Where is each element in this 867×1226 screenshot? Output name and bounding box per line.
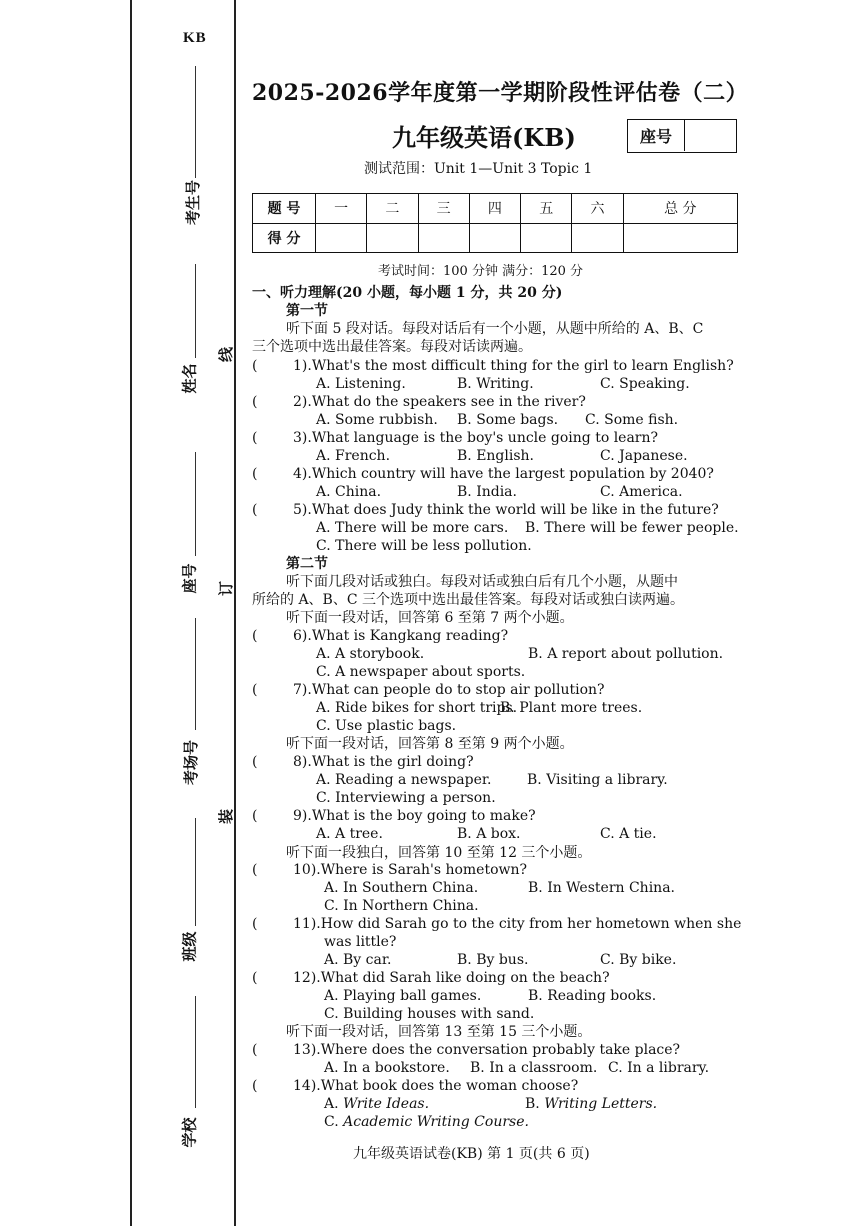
option-a: A. Ride bikes for short trips. (316, 700, 518, 716)
question-number: 7 (293, 682, 302, 698)
question-number: 6 (293, 628, 302, 644)
exam-room-label: 考场号 (182, 739, 201, 786)
score-table (252, 193, 738, 253)
question-number: 4 (293, 466, 302, 482)
question-number: 13 (293, 1042, 311, 1058)
question-3 (293, 430, 658, 447)
instruction: 听下面一段独白，回答第 10 至第 12 三个小题。 (286, 845, 592, 861)
question-text: What book does the woman choose? (320, 1078, 579, 1094)
question-number-close: ). (301, 466, 312, 482)
seat-label: 座号 (180, 563, 199, 594)
option-b: B. A report about pollution. (528, 646, 724, 662)
option-b: B. In a classroom. (470, 1060, 598, 1076)
question-text: What is the boy going to make? (311, 808, 536, 824)
question-text: What does Judy think the world will be like in the future? (311, 502, 719, 518)
question-number-close: ). (301, 682, 312, 698)
option-c: C. Japanese. (600, 448, 688, 464)
option-b: B. Plant more trees. (500, 700, 643, 716)
option-c: C. There will be less pollution. (316, 538, 532, 554)
question-number: 2 (293, 394, 302, 410)
option-a: A. There will be more cars. (316, 520, 509, 536)
question-number-close: ). (301, 430, 312, 446)
question-number-close: ). (301, 808, 312, 824)
option-a: A. A storybook. (316, 646, 425, 662)
question-number-close: ). (310, 862, 321, 878)
question-text: What's the most difficult thing for the girl to learn English? (311, 358, 734, 374)
option-a: A. Reading a newspaper. (316, 772, 492, 788)
score-header-cell: 五 (521, 194, 572, 224)
score-cell[interactable] (469, 223, 520, 253)
score-cell[interactable] (418, 223, 469, 253)
score-cell[interactable] (623, 223, 737, 253)
answer-bracket[interactable]: ( (252, 1078, 258, 1094)
binding-mark-line: 线 (217, 346, 236, 363)
question-14 (293, 1078, 578, 1095)
option-b: B. A box. (457, 826, 521, 842)
binding-line-inner (234, 0, 236, 1226)
answer-bracket[interactable]: ( (252, 502, 258, 518)
option-c: C. In Northern China. (324, 898, 479, 914)
exam-room-field[interactable] (195, 618, 196, 730)
question-number-close: ). (301, 394, 312, 410)
score-cell[interactable] (521, 223, 572, 253)
seat-number-label: 座号 (628, 120, 685, 151)
question-number-close: ). (310, 970, 321, 986)
question-text: What did Sarah like doing on the beach? (320, 970, 610, 986)
question-9 (293, 808, 536, 825)
question-text-continued: was little? (324, 934, 397, 950)
question-number: 10 (293, 862, 311, 878)
option-b: B. In Western China. (528, 880, 675, 896)
page-footer: 九年级英语试卷(KB) 第 1 页(共 6 页) (353, 1146, 590, 1162)
option-b: B. English. (457, 448, 534, 464)
question-text: Where does the conversation probably take place? (320, 1042, 681, 1058)
option-b: B. Visiting a library. (527, 772, 668, 788)
answer-bracket[interactable]: ( (252, 358, 258, 374)
answer-bracket[interactable]: ( (252, 1042, 258, 1058)
option-c: C. Use plastic bags. (316, 718, 457, 734)
option-b: B. By bus. (457, 952, 529, 968)
option-c: C. Building houses with sand. (324, 1006, 535, 1022)
option-c: C. By bike. (600, 952, 677, 968)
name-field[interactable] (195, 264, 196, 358)
answer-bracket[interactable]: ( (252, 466, 258, 482)
question-number: 14 (293, 1078, 311, 1094)
question-text: Where is Sarah's hometown? (320, 862, 528, 878)
part-heading: 第二节 (286, 556, 328, 572)
binding-line-outer (130, 0, 132, 1226)
instruction: 所给的 A、B、C 三个选项中选出最佳答案。每段对话或独白读两遍。 (252, 592, 685, 608)
seat-field[interactable] (195, 452, 196, 556)
option-c: C. Some fish. (585, 412, 679, 428)
question-text: Which country will have the largest population by 2040? (311, 466, 714, 482)
score-header-cell: 题 号 (253, 194, 316, 224)
answer-bracket[interactable]: ( (252, 394, 258, 410)
option-c: C. A newspaper about sports. (316, 664, 526, 680)
score-header-cell: 六 (572, 194, 623, 224)
instruction: 听下面一段对话，回答第 13 至第 15 三个小题。 (286, 1024, 592, 1040)
question-10 (293, 862, 527, 879)
option-a: A. In Southern China. (324, 880, 479, 896)
question-text: How did Sarah go to the city from her hometown when she (320, 916, 742, 932)
score-cell[interactable] (572, 223, 623, 253)
question-number: 12 (293, 970, 311, 986)
instruction: 听下面一段对话，回答第 6 至第 7 两个小题。 (286, 610, 574, 626)
question-text: What is the girl doing? (311, 754, 474, 770)
question-number: 11 (293, 916, 311, 932)
exam-time: 考试时间：100 分钟 满分：120 分 (378, 264, 584, 279)
score-header-cell: 四 (469, 194, 520, 224)
answer-bracket[interactable]: ( (252, 628, 258, 644)
school-field[interactable] (195, 996, 196, 1108)
option-c: C. Academic Writing Course. (324, 1114, 529, 1130)
part-heading: 第一节 (286, 303, 328, 319)
question-12 (293, 970, 610, 987)
school-label: 学校 (180, 1117, 199, 1148)
question-number-close: ). (301, 358, 312, 374)
option-a: A. Listening. (316, 376, 406, 392)
name-label: 姓名 (180, 363, 199, 394)
option-c: C. Interviewing a person. (316, 790, 496, 806)
question-number-close: ). (310, 916, 321, 932)
option-a: A. By car. (324, 952, 392, 968)
question-number: 5 (293, 502, 302, 518)
option-a: A. French. (316, 448, 391, 464)
option-a: A. In a bookstore. (324, 1060, 450, 1076)
instruction: 三个选项中选出最佳答案。每段对话读两遍。 (252, 339, 532, 355)
option-a: A. Playing ball games. (324, 988, 482, 1004)
question-number: 1 (293, 358, 302, 374)
instruction: 听下面几段对话或独白。每段对话或独白后有几个小题，从题中 (286, 574, 678, 590)
option-b: B. There will be fewer people. (525, 520, 739, 536)
question-text: What can people do to stop air pollution? (311, 682, 605, 698)
examinee-number-label: 考生号 (184, 179, 203, 226)
question-8 (293, 754, 474, 771)
option-c: C. Speaking. (600, 376, 690, 392)
kb-mark: KB (183, 30, 207, 46)
option-b: B. Some bags. (457, 412, 559, 428)
question-number: 8 (293, 754, 302, 770)
question-7 (293, 682, 605, 699)
score-header-cell: 总 分 (623, 194, 737, 224)
class-label: 班级 (180, 931, 199, 962)
question-13 (293, 1042, 680, 1059)
score-cell[interactable] (316, 223, 367, 253)
question-text: What is Kangkang reading? (311, 628, 509, 644)
examinee-number-field[interactable] (195, 66, 196, 178)
test-scope: 测试范围：Unit 1—Unit 3 Topic 1 (364, 161, 593, 177)
answer-bracket[interactable]: ( (252, 430, 258, 446)
score-row-label: 得 分 (253, 223, 316, 253)
answer-bracket[interactable]: ( (252, 970, 258, 986)
question-number: 3 (293, 430, 302, 446)
question-number-close: ). (301, 628, 312, 644)
instruction: 听下面一段对话，回答第 8 至第 9 两个小题。 (286, 736, 574, 752)
binding-mark-bind: 装 (217, 808, 236, 825)
answer-bracket[interactable]: ( (252, 754, 258, 770)
question-11 (293, 916, 741, 933)
option-c: C. A tie. (600, 826, 657, 842)
section-heading: 一、听力理解(20 小题，每小题 1 分，共 20 分) (252, 285, 563, 301)
question-text: What do the speakers see in the river? (311, 394, 586, 410)
option-b: B. Reading books. (528, 988, 657, 1004)
option-a: A. A tree. (316, 826, 383, 842)
question-text: What language is the boy's uncle going to learn? (311, 430, 659, 446)
question-2 (293, 394, 586, 411)
seat-number-box (627, 119, 737, 153)
option-b: B. Writing. (457, 376, 534, 392)
option-a: A. Some rubbish. (316, 412, 438, 428)
answer-bracket[interactable]: ( (252, 808, 258, 824)
option-a: A. Write Ideas. (324, 1096, 430, 1112)
score-cell[interactable] (367, 223, 418, 253)
exam-subtitle: 九年级英语(KB) (392, 123, 576, 152)
question-5 (293, 502, 719, 519)
question-1 (293, 358, 734, 375)
class-field[interactable] (195, 818, 196, 926)
score-header-cell: 三 (418, 194, 469, 224)
answer-bracket[interactable]: ( (252, 916, 258, 932)
option-a: A. China. (316, 484, 382, 500)
option-b: B. Writing Letters. (525, 1096, 658, 1112)
option-c: C. America. (600, 484, 683, 500)
answer-bracket[interactable]: ( (252, 682, 258, 698)
score-header-cell: 一 (316, 194, 367, 224)
binding-mark-order: 订 (217, 580, 236, 597)
question-number: 9 (293, 808, 302, 824)
exam-title: 2025-2026学年度第一学期阶段性评估卷（二） (252, 80, 749, 106)
question-number-close: ). (310, 1078, 321, 1094)
score-header-cell: 二 (367, 194, 418, 224)
question-number-close: ). (301, 754, 312, 770)
instruction: 听下面 5 段对话。每段对话后有一个小题，从题中所给的 A、B、C (286, 321, 704, 337)
question-6 (293, 628, 508, 645)
question-number-close: ). (310, 1042, 321, 1058)
answer-bracket[interactable]: ( (252, 862, 258, 878)
option-c: C. In a library. (608, 1060, 710, 1076)
question-number-close: ). (301, 502, 312, 518)
option-b: B. India. (457, 484, 517, 500)
question-4 (293, 466, 714, 483)
